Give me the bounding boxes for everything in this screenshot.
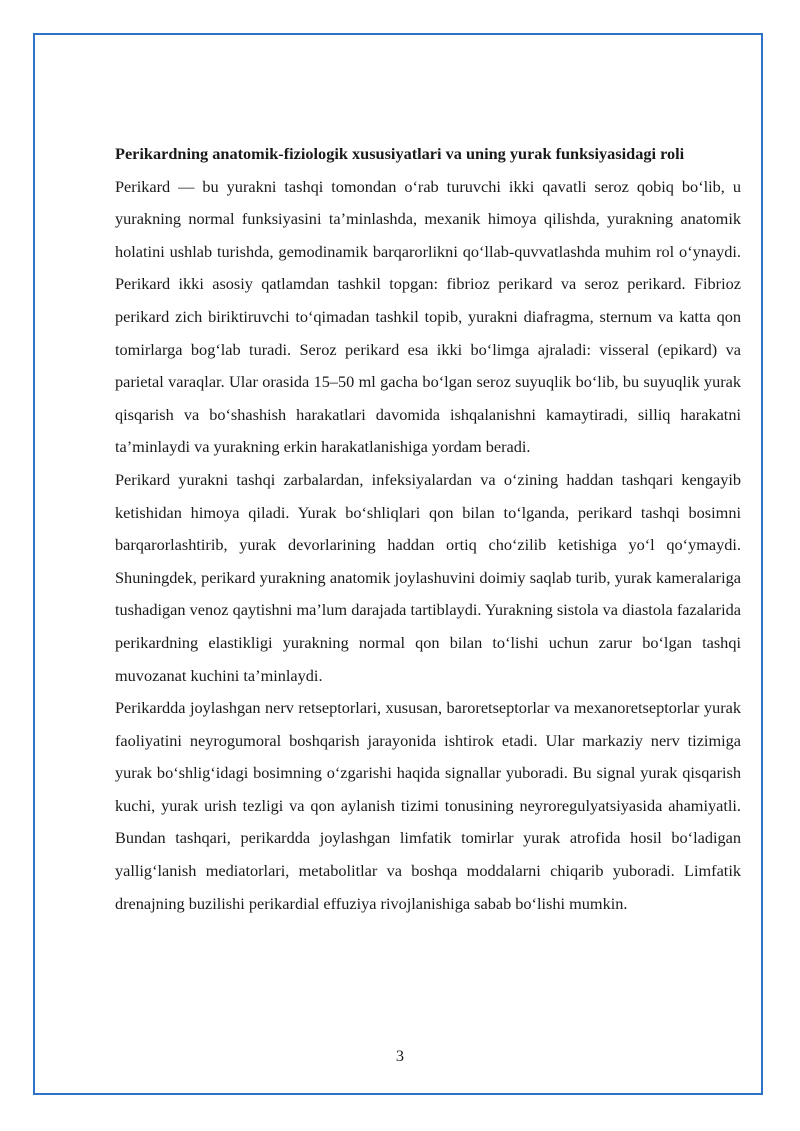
paragraph-1: Perikard — bu yurakni tashqi tomondan o‘rab turuvchi ikki qavatli seroz qobiq bo‘lib, u yurakning normal funksiyasini ta’minlashda, mexanik himoya qilishda, yurakning anatomik holatini ushlab turishda, gemodinamik barqarorlikni qo‘llab-quvvatlashda muhim rol o‘ynaydi. Perikard ikki asosiy qatlamdan tashkil topgan: fibrioz perikard va seroz perikard. Fibrioz perikard zich biriktiruvchi to‘qimadan tashkil topib, yurakni diafragma, sternum va katta qon tomirlarga bog‘lab turadi. Seroz perikard esa ikki bo‘limga ajraladi: visseral (epikard) va parietal varaqlar. Ular orasida 15–50 ml gacha bo‘lgan seroz suyuqlik bo‘lib, bu suyuqlik yurak qisqarish va bo‘shashish harakatlari davomida ishqalanishni kamaytiradi, silliq harakatni ta’minlaydi va yurakning erkin harakatlanishiga yordam beradi. [115, 176, 741, 457]
paragraph-3: Perikardda joylashgan nerv retseptorlari, xususan, baroretseptorlar va mexanoretseptorlar yurak faoliyatini neyrogumoral boshqarish jarayonida ishtirok etadi. Ular markaziy nerv tizimiga yurak bo‘shlig‘idagi bosimning o‘zgarishi haqida signallar yuboradi. Bu signal yurak qisqarish kuchi, yurak urish tezligi va qon aylanish tizimi tonusining neyroregulyatsiyasida ahamiyatli. Bundan tashqari, perikardda joylashgan limfatik tomirlar yurak atrofida hosil bo‘ladigan yallig‘lanish mediatorlari, metabolitlar va boshqa moddalarni chiqarib yuboradi. Limfatik drenajning buzilishi perikardial effuziya rivojlanishiga sabab bo‘lishi mumkin. [115, 698, 741, 913]
document-body [115, 138, 741, 920]
page-number: 3 [395, 1046, 405, 1065]
document-title: Perikardning anatomik-fiziologik xususiyatlari va uning yurak funksiyasidagi roli [115, 144, 685, 163]
paragraph-2: Perikard yurakni tashqi zarbalardan, infeksiyalardan va o‘zining haddan tashqari kengayib ketishidan himoya qiladi. Yurak bo‘shliqlari qon bilan to‘lganda, perikard tashqi bosimni barqarorlashtirib, yurak devorlarining haddan ortiq cho‘zilib ketishiga yo‘l qo‘ymaydi. Shuningdek, perikard yurakning anatomik joylashuvini doimiy saqlab turib, yurak kameralariga tushadigan venoz qaytishni ma’lum darajada tartiblaydi. Yurakning sistola va diastola fazalarida perikardning elastikligi yurakning normal qon bilan to‘lishi uchun zarur bo‘lgan tashqi muvozanat kuchini ta’minlaydi. [115, 469, 741, 685]
